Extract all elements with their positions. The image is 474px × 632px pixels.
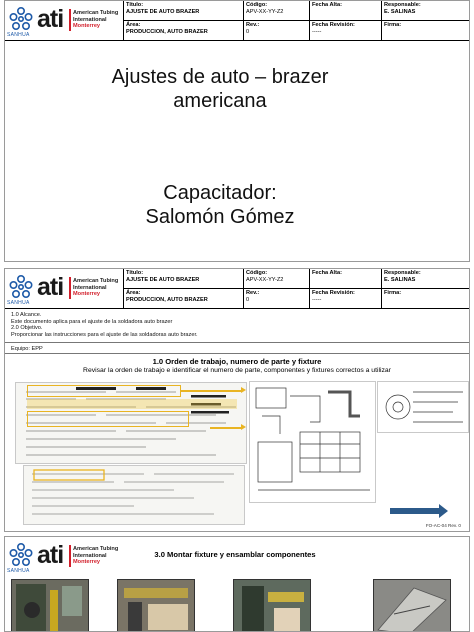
fecha-revision-cell: Fecha Revisión: ----- <box>312 290 355 303</box>
cover-page <box>4 0 470 262</box>
sanhua-label: SANHUA <box>7 32 30 38</box>
cover-title: Ajustes de auto – brazer americana <box>111 66 329 112</box>
document-header <box>5 1 469 41</box>
fixture-page <box>4 536 470 632</box>
fecha-alta-cell: Fecha Alta: <box>312 2 342 8</box>
titulo-cell: Título: AJUSTE DE AUTO BRAZER <box>126 2 200 15</box>
procedure-page <box>4 268 470 532</box>
form-code: FO-AC-04 Rev. 0 <box>425 523 461 528</box>
highlight-part-number <box>27 385 181 397</box>
rev-cell: Rev.: 0 <box>246 290 260 303</box>
fixture-photo-icon <box>374 580 450 632</box>
equipment-line: Equipo: EPP <box>11 346 43 352</box>
part-drawing-image <box>377 381 469 433</box>
cover-trainer: Capacitador: Salomón Gómez <box>145 182 295 228</box>
area-cell: Área: PRODUCCION, AUTO BRAZER <box>126 22 208 35</box>
company-name: American Tubing International Monterrey <box>73 546 119 566</box>
codigo-cell: Código: APV-XX-YY-Z2 <box>246 2 284 15</box>
ati-logo: ati <box>37 5 64 33</box>
logo-divider <box>69 9 71 31</box>
area-cell: Área: PRODUCCION, AUTO BRAZER <box>126 290 208 303</box>
machine-photo-icon <box>234 580 310 632</box>
assembly-photo <box>233 579 311 632</box>
responsable-cell: Responsable: E. SALINAS <box>384 2 421 15</box>
responsable-cell: Responsable: E. SALINAS <box>384 270 421 283</box>
rev-cell: Rev.: 0 <box>246 22 260 35</box>
highlight-fixture <box>27 411 189 427</box>
ati-logo: ati <box>37 541 64 569</box>
fixture-drawing-icon <box>250 382 375 502</box>
machine-photo-icon <box>12 580 88 632</box>
section-title: 1.0 Orden de trabajo, numero de parte y fixture <box>152 357 322 366</box>
document-header <box>5 269 469 309</box>
firma-cell: Firma: <box>384 290 402 296</box>
section-title: 3.0 Montar fixture y ensamblar componentes <box>154 550 316 559</box>
components-list-image <box>23 465 245 525</box>
ati-logo: ati <box>37 273 64 301</box>
company-logo-block <box>5 1 124 40</box>
fecha-alta-cell: Fecha Alta: <box>312 270 342 276</box>
highlight-components <box>27 399 237 409</box>
company-name: American Tubing International Monterrey <box>73 278 119 298</box>
logo-divider <box>69 277 71 299</box>
company-name: American Tubing International Monterrey <box>73 10 119 30</box>
logo-divider <box>69 545 71 567</box>
assembly-photo <box>373 579 451 632</box>
section-divider <box>5 342 469 343</box>
arrow-right-icon <box>210 427 242 429</box>
assembly-photo <box>11 579 89 632</box>
codigo-cell: Código: APV-XX-YY-Z2 <box>246 270 284 283</box>
sanhua-label: SANHUA <box>7 568 30 574</box>
fecha-revision-cell: Fecha Revisión: ----- <box>312 22 355 35</box>
arrow-right-icon <box>180 390 242 392</box>
part-drawing-icon <box>378 382 468 432</box>
section-divider <box>5 353 469 354</box>
titulo-cell: Título: AJUSTE DE AUTO BRAZER <box>126 270 200 283</box>
next-step-arrow-icon <box>390 508 440 514</box>
section-subtitle: Revisar la orden de trabajo e identificar el numero de parte, componentes y fixtures correctos a utilizar <box>83 367 391 374</box>
company-logo-block <box>5 269 124 308</box>
machine-photo-icon <box>118 580 194 632</box>
fixture-drawing-image <box>249 381 376 503</box>
sanhua-label: SANHUA <box>7 300 30 306</box>
assembly-photo <box>117 579 195 632</box>
components-scan-icon <box>24 466 244 524</box>
scope-objective-text: 1.0 Alcance. Este documento aplica para el ajuste de la soldadora auto brazer 2.0 Objetivo. Proporcionar las instrucciones para el ajuste de las soldadoras auto brazer. <box>11 312 198 338</box>
firma-cell: Firma: <box>384 22 402 28</box>
